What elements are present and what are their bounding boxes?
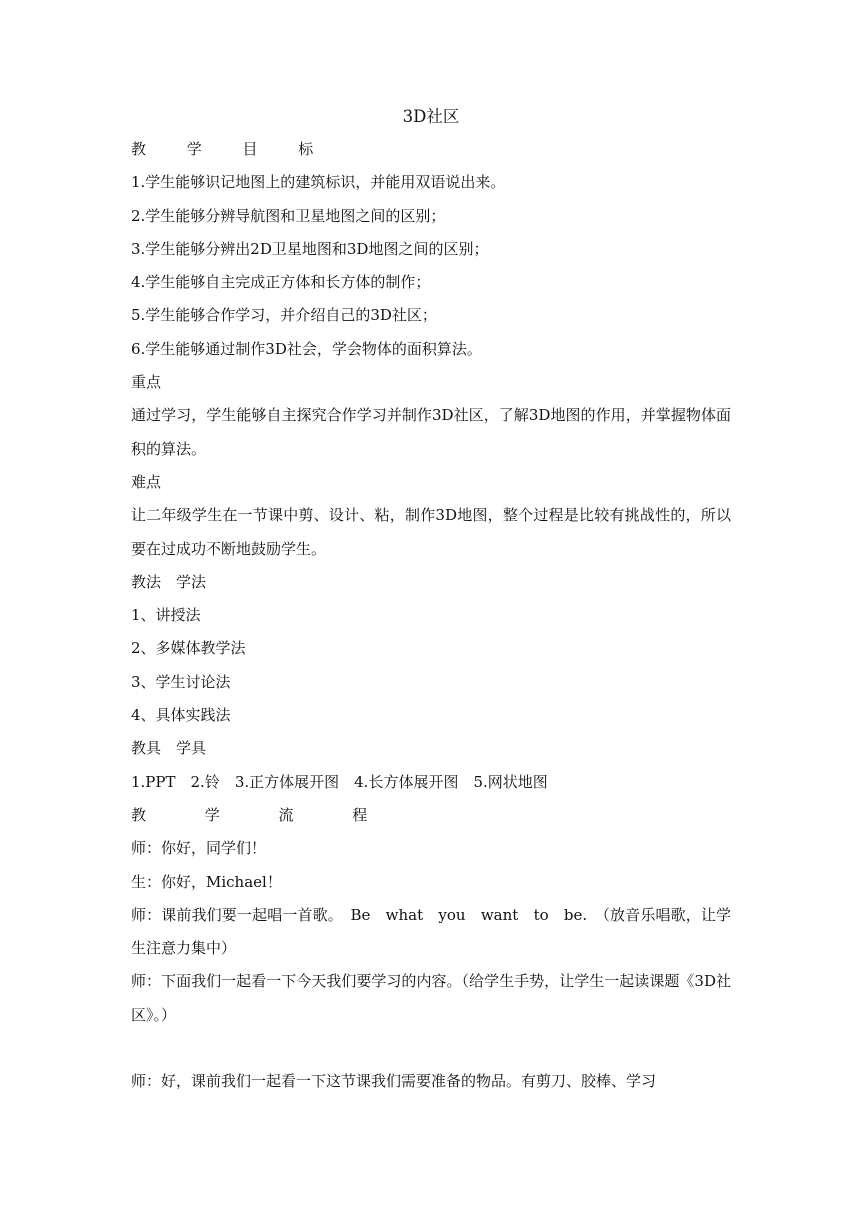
difficulty-heading: 难点: [131, 472, 162, 491]
difficulty-text: 让二年级学生在一节课中剪、设计、粘，制作3D地图，整个过程是比较有挑战性的，所以要在过成功不断地鼓励学生。: [131, 506, 731, 558]
key-points-heading: 重点: [131, 373, 162, 392]
objective-item: 2.学生能够分辨导航图和卫星地图之间的区别；: [131, 206, 446, 225]
document-body: [131, 103, 731, 1099]
objective-item: 3.学生能够分辨出2D卫星地图和3D地图之间的区别；: [131, 239, 489, 258]
objective-item: 1.学生能够识记地图上的建筑标识，并能用双语说出来。: [131, 173, 506, 192]
objective-item: 4.学生能够自主完成正方体和长方体的制作；: [131, 273, 431, 292]
objectives-heading: 教 学 目 标: [131, 140, 332, 158]
process-heading: 教 学 流 程: [131, 805, 395, 824]
methods-heading: 教法 学法: [131, 572, 207, 591]
key-points-text: 通过学习，学生能够自主探究合作学习并制作3D社区，了解3D地图的作用，并掌握物体面积的算法。: [131, 406, 731, 458]
method-item: 2、多媒体教学法: [131, 639, 246, 658]
tools-list: 1.PPT 2.铃 3.正方体展开图 4.长方体展开图 5.网状地图: [131, 772, 548, 791]
dialogue-line: 师：你好，同学们！: [131, 839, 267, 858]
tools-heading: 教具 学具: [131, 739, 207, 758]
method-item: 1、讲授法: [131, 606, 201, 625]
objective-item: 5.学生能够合作学习，并介绍自己的3D社区；: [131, 306, 437, 325]
dialogue-line: 师：课前我们要一起唱一首歌。 Be what you want to be. （放音乐唱歌，让学生注意力集中）: [131, 905, 731, 958]
dialogue-line: 生：你好，Michael！: [131, 872, 282, 891]
method-item: 4、具体实践法: [131, 706, 231, 725]
blank-line: [131, 1032, 731, 1065]
objective-item: 6.学生能够通过制作3D社会，学会物体的面积算法。: [131, 339, 482, 358]
dialogue-line: 师：下面我们一起看一下今天我们要学习的内容。（给学生手势，让学生一起读课题《3D社区》。）: [131, 972, 731, 1024]
method-item: 3、学生讨论法: [131, 672, 231, 691]
document-title: 3D社区: [402, 107, 460, 126]
dialogue-line: 师：好，课前我们一起看一下这节课我们需要准备的物品。有剪刀、胶棒、学习: [131, 1072, 657, 1091]
